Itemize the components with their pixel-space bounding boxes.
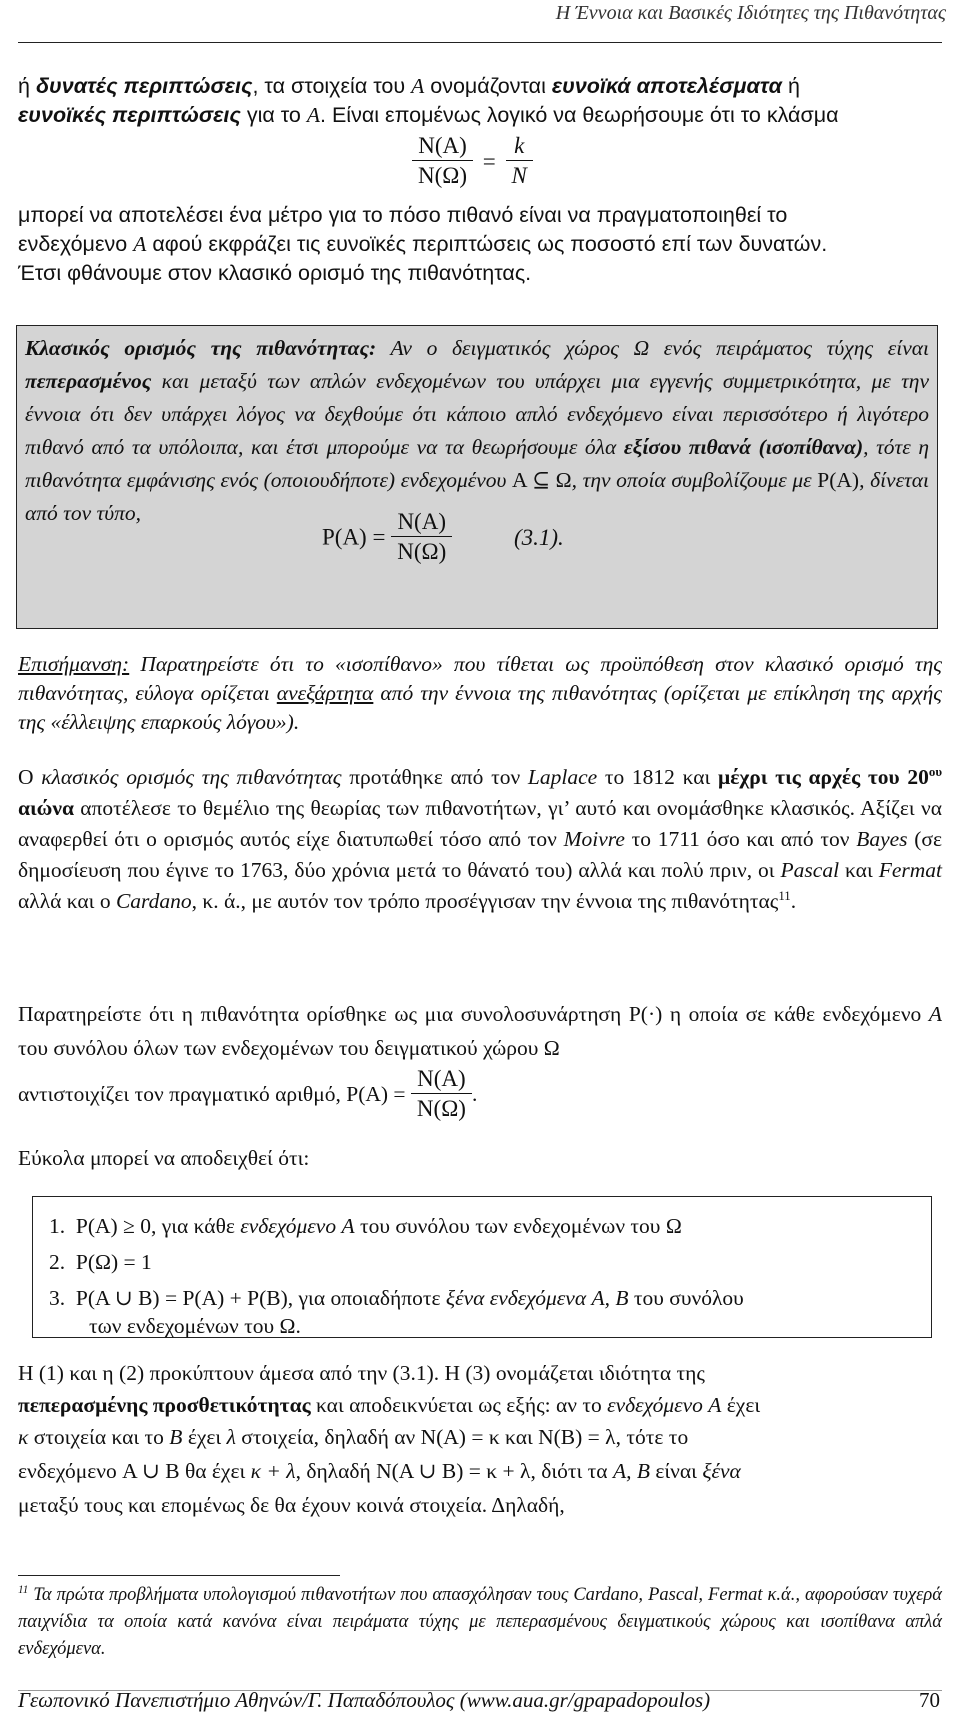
definition-title: Κλασικός ορισμός της πιθανότητας: — [25, 336, 377, 360]
properties-box — [32, 1196, 932, 1338]
definition-box — [16, 325, 938, 629]
ratio-formula: $\frac{N(A)}{N(\Omega)}$ = $\frac{k}{N}$ — [412, 132, 533, 191]
additivity-line-5: μεταξύ τους και επομένως δε θα έχουν κοινά στοιχεία. Δηλαδή, — [18, 1493, 565, 1517]
property-3-cont: των ενδεχομένων του Ω. — [89, 1314, 301, 1338]
intro-line-3: μπορεί να αποτελέσει ένα μέτρο για το πόσο πιθανό είναι να πραγματοποιηθεί το — [18, 203, 788, 227]
setfunction-line-4: Εύκολα μπορεί να αποδειχθεί ότι: — [18, 1146, 310, 1170]
footnote-rule — [18, 1575, 340, 1576]
page-number: 70 — [919, 1688, 940, 1712]
additivity-line-2: πεπερασμένης προσθετικότητας και αποδεικνύεται ως εξής: αν το ενδεχόμενο A έχει — [18, 1393, 761, 1417]
setfunction-line-3: αντιστοιχίζει τον πραγματικό αριθμό, P(A) = $\frac{N(A)}{N(\Omega)}$ . — [18, 1066, 478, 1121]
classical-formula: P(A) = $\frac{N(A)}{N(\Omega)}$ (3.1). — [322, 509, 564, 564]
intro-line-1: ή δυνατές περιπτώσεις, τα στοιχεία του Α ονομάζονται ευνοϊκά αποτελέσματα ή — [18, 74, 800, 98]
intro-line-4: ενδεχόμενο Α αφού εκφράζει τις ευνοϊκές περιπτώσεις ως ποσοστό επί των δυνατών. — [18, 232, 828, 256]
additivity-line-4: ενδεχόμενο A ∪ B θα έχει κ + λ, δηλαδή N(A ∪ B) = κ + λ, διότι τα A, B είναι ξένα — [18, 1459, 741, 1483]
history-paragraph: Ο κλασικός ορισμός της πιθανότητας προτάθηκε από τον Laplace το 1812 και μέχρι τις αρχές του $20^{o\upsilon}$ αιώνα αποτέλεσε το θεμέλιο της θεωρίας των πιθανοτήτων, γι’ αυτό και ονομάσθηκε κλασικός. Αξίζει να αναφερθεί ότι ο ορισμός αυτός είχε διατυπωθεί τόσο από τον Moivre το 1711 όσο και από τον Bayes (σε δημοσίευση που έγινε το 1763, δύο χρόνια μετά το θάνατό του) αλλά και πολύ πριν, οι Pascal και Fermat αλλά και ο Cardano, κ. ά., με αυτόν τον τρόπο προσέγγισαν την έννοια της πιθανότητας$^{11}$. — [18, 764, 943, 913]
header-rule — [18, 42, 942, 43]
intro-line-5: Έτσι φθάνουμε στον κλασικό ορισμό της πιθανότητας. — [18, 261, 532, 285]
footnote: $^{11}$ Τα πρώτα προβλήματα υπολογισμού πιθανοτήτων που απασχόλησαν τους Cardano, Pascal, Fermat κ.ά., αφορούσαν τυχερά παιχνίδια τα οποία κατά κανόνα είναι πειράματα τύχης με πεπερασμένους δειγματικούς χώρους και ισοπίθανα απλά ενδεχόμενα. — [18, 1583, 942, 1659]
intro-line-2: ευνοϊκές περιπτώσεις για το Α. Είναι επομένως λογικό να θεωρήσουμε ότι το κλάσμα — [18, 103, 839, 127]
footer-text: Γεωπονικό Πανεπιστήμιο Αθηνών/Γ. Παπαδόπουλος (www.aua.gr/gpapadopoulos) — [18, 1688, 711, 1712]
footnote-ref: 11 — [778, 888, 791, 903]
remark-paragraph: Επισήμανση: Παρατηρείστε ότι το «ισοπίθανο» που τίθεται ως προϋπόθεση στον κλασικό ορισμό της πιθανότητας, εύλογα ορίζεται ανεξάρτητα από την έννοια της πιθανότητας (ορίζεται με επίκληση της αρχής της «έλλειψης επαρκούς λόγου»). — [18, 652, 942, 734]
additivity-line-1: Η (1) και η (2) προκύπτουν άμεσα από την (3.1). Η (3) ονομάζεται ιδιότητα της — [18, 1361, 705, 1385]
additivity-line-3: κ στοιχεία και το B έχει λ στοιχεία, δηλαδή αν N(A) = κ και N(B) = λ, τότε το — [18, 1425, 689, 1449]
property-2: 2. P(Ω) = 1 — [49, 1250, 152, 1274]
property-3: 3. P(A ∪ B) = P(A) + P(B), για οποιαδήποτε ξένα ενδεχόμενα A, B του συνόλου — [49, 1286, 744, 1310]
definition-text: Κλασικός ορισμός της πιθανότητας: Αν ο δειγματικός χώρος Ω ενός πειράματος τύχης είναι πεπερασμένος και μεταξύ των απλών ενδεχομένων του υπάρχει μια εγγενής συμμετρικότητα, με την έννοια ότι δεν υπάρχει λόγος να δεχθούμε ότι κάποιο απλό ενδεχόμενο είναι περισσότερο ή λιγότερο πιθανό από τα υπόλοιπα, και έτσι μπορούμε να τα θεωρήσουμε όλα εξίσου πιθανά (ισοπίθανα), τότε η πιθανότητα εμφάνισης ενός (οποιουδήποτε) ενδεχομένου A ⊆ Ω, την οποία συμβολίζουμε με P(A), δίνεται από τον τύπο, — [25, 336, 930, 525]
property-1: 1. P(A) ≥ 0, για κάθε ενδεχόμενο A του συνόλου των ενδεχομένων του Ω — [49, 1214, 682, 1238]
running-header: Η Έννοια και Βασικές Ιδιότητες της Πιθανότητας — [555, 2, 946, 24]
setfunction-paragraph: Παρατηρείστε ότι η πιθανότητα ορίσθηκε ως μια συνολοσυνάρτηση P(·) η οποία σε κάθε ενδεχόμενο A του συνόλου όλων των ενδεχομένων του δειγματικού χώρου Ω — [18, 1002, 942, 1060]
